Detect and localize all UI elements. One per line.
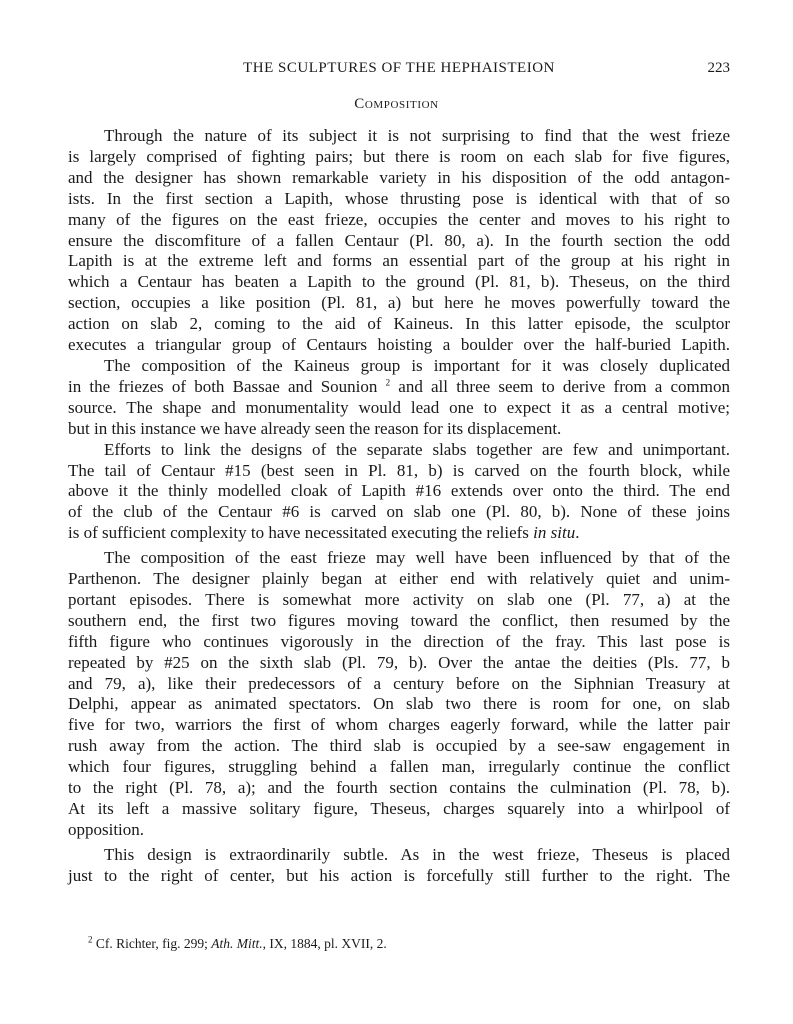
text-line: fifth figure who continues vigorously in the direction of the fray. This last pose is	[68, 631, 730, 651]
text-line: ists. In the first section a Lapith, whose thrusting pose is identical with that of so	[68, 188, 730, 208]
text-line: The composition of the Kaineus group is important for it was closely duplicated	[104, 355, 730, 375]
text-line: which four figures, struggling behind a fallen man, irregularly continue the conflict	[68, 757, 730, 777]
running-title: THE SCULPTURES OF THE HEPHAISTEION	[243, 60, 555, 76]
running-head	[68, 60, 730, 80]
text-line: many of the figures on the east frieze, occupies the center and moves to his right to	[68, 209, 730, 229]
text-line: repeated by #25 on the sixth slab (Pl. 79, b). Over the antae the deities (Pls. 77, b	[68, 652, 730, 672]
section-heading: Composition	[354, 96, 439, 112]
text-line-with-footnote	[68, 377, 730, 398]
paragraph-3	[68, 440, 730, 545]
page-number: 223	[707, 60, 730, 76]
text-line: source. The shape and monumentality would lead one to expect it as a central motive;	[68, 397, 730, 417]
text-fragment: is of sufficient complexity to have necessitated executing the reliefs	[68, 523, 529, 543]
text-line: is largely comprised of fighting pairs; but there is room on each slab for five figures,	[68, 146, 730, 166]
text-line: above it the thinly modelled cloak of Lapith #16 extends over onto the third. The end	[68, 481, 730, 501]
text-line: ensure the discomfiture of a fallen Centaur (Pl. 80, a). In the fourth section the odd	[68, 230, 730, 250]
paragraph-2	[68, 356, 730, 440]
text-line: opposition.	[68, 819, 145, 839]
footnote-text: Cf. Richter, fig. 299;	[95, 936, 208, 951]
body-text	[68, 126, 730, 887]
text-line: Efforts to link the designs of the separate slabs together are few and unimportant.	[104, 439, 730, 459]
footnote	[88, 936, 728, 952]
text-line: This design is extraordinarily subtle. As in the west frieze, Theseus is placed	[104, 844, 730, 864]
text-line: Delphi, appear as animated spectators. On slab two there is room for one, on slab	[68, 694, 730, 714]
text-line: and 79, a), like their predecessors of a century before on the Siphnian Treasury at	[68, 673, 730, 693]
text-fragment: and all three seem to derive from a common	[398, 376, 730, 396]
end-punct: .	[575, 523, 580, 543]
text-fragment: in the friezes of both Bassae and Sounion	[68, 376, 378, 396]
text-line: At its left a massive solitary figure, Theseus, charges squarely into a whirlpool of	[68, 799, 730, 818]
text-line: action on slab 2, coming to the aid of Kaineus. In this latter episode, the sculptor	[68, 314, 730, 334]
text-line: Lapith is at the extreme left and forms an essential part of the group at his right in	[68, 251, 730, 271]
footnote-italic: Ath. Mitt.	[211, 936, 263, 951]
paragraph-5	[68, 845, 730, 887]
footnote-marker: 2	[88, 934, 93, 945]
text-line: portant episodes. There is somewhat more activity on slab one (Pl. 77, a) at the	[68, 589, 730, 609]
text-line: of the club of the Centaur #6 is carved on slab one (Pl. 80, b). None of these joins	[68, 502, 730, 522]
text-line: southern end, the first two figures moving toward the conflict, then resumed by the	[68, 610, 730, 630]
footnote-text: , IX, 1884, pl. XVII, 2.	[262, 936, 387, 951]
emphasis-text: in situ	[533, 523, 576, 543]
footnote-ref: 2	[385, 377, 391, 388]
text-line: and the designer has shown remarkable variety in his disposition of the odd antagon-	[68, 167, 730, 187]
text-line: to the right (Pl. 78, a); and the fourth section contains the culmination (Pl. 78, b).	[68, 778, 730, 798]
text-line: The composition of the east frieze may well have been influenced by that of the	[104, 548, 730, 568]
text-line: five for two, warriors the first of whom charges eagerly forward, while the latter pair	[68, 715, 730, 735]
text-line: but in this instance we have already seen the reason for its displacement.	[68, 418, 562, 438]
text-line: executes a triangular group of Centaurs hoisting a boulder over the half-buried Lapith.	[68, 335, 730, 355]
text-line-with-emphasis	[68, 523, 730, 544]
paragraph-4	[68, 548, 730, 841]
text-line: section, occupies a like position (Pl. 81, a) but here he moves powerfully toward the	[68, 293, 730, 313]
text-line: Parthenon. The designer plainly began at either end with relatively quiet and unim-	[68, 569, 730, 589]
text-line: just to the right of center, but his action is forcefully still further to the right. The	[68, 865, 730, 885]
text-line: which a Centaur has beaten a Lapith to the ground (Pl. 81, b). Theseus, on the third	[68, 272, 730, 292]
text-line: The tail of Centaur #15 (best seen in Pl. 81, b) is carved on the fourth block, while	[68, 460, 730, 480]
text-line: Through the nature of its subject it is not surprising to find that the west frieze	[104, 126, 730, 145]
text-line: rush away from the action. The third slab is occupied by a see-saw engagement in	[68, 736, 730, 756]
paragraph-1	[68, 126, 730, 356]
